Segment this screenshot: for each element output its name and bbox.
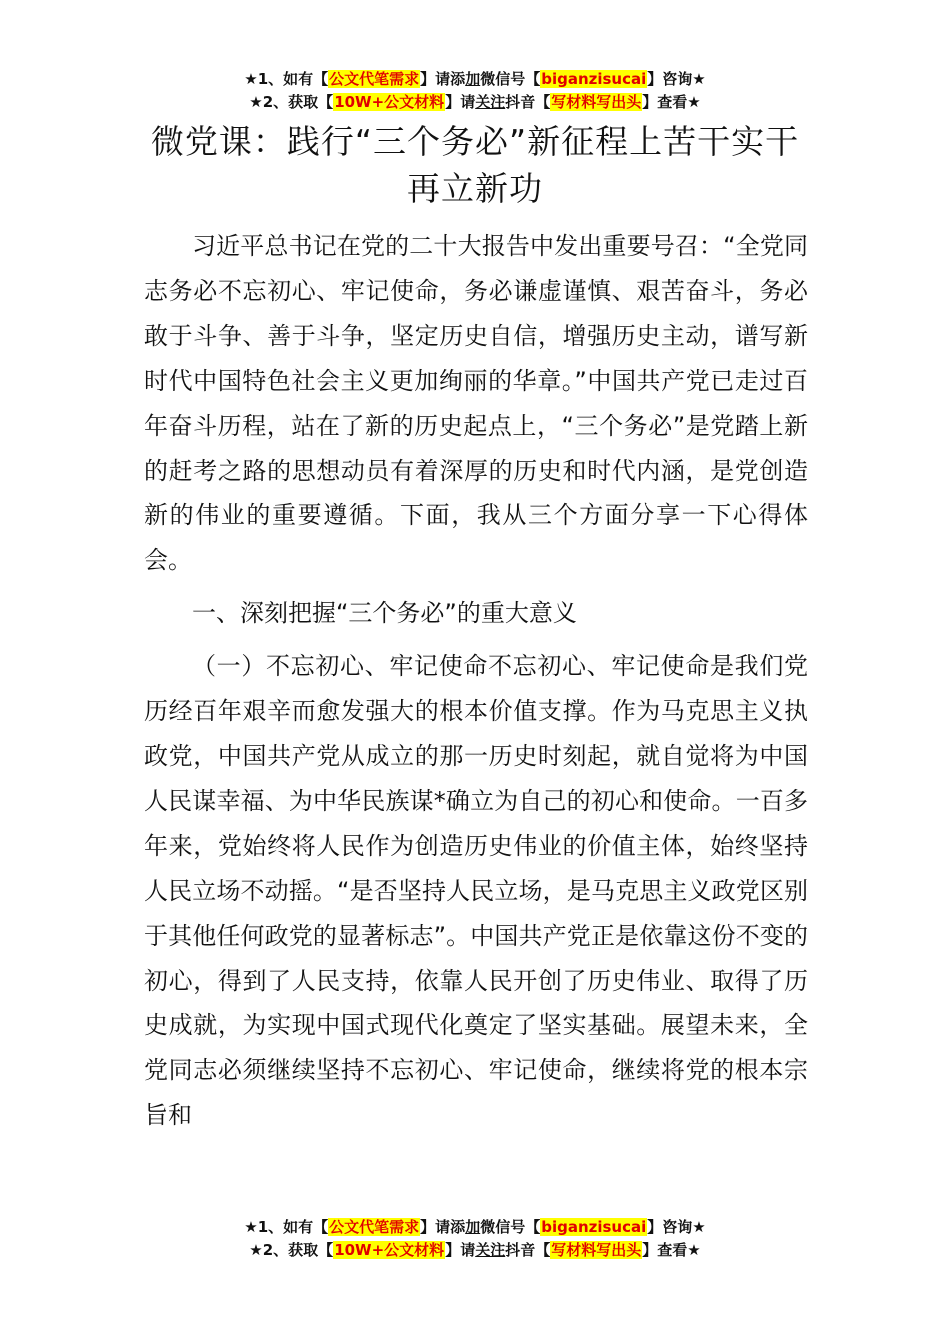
banner-text: 微信号【 [480, 70, 541, 88]
banner-text: 】请添 [420, 1218, 466, 1236]
banner-highlight: 10W+公文材料 [334, 93, 445, 111]
banner-text: ★1、如有【 [244, 70, 329, 88]
banner-highlight: 写材料写出头 [551, 93, 642, 111]
banner-underline: 加 [465, 1218, 481, 1236]
banner-text: 】查看★ [642, 1241, 701, 1259]
banner-text: 】咨询★ [647, 1218, 706, 1236]
banner-text: 】请添 [420, 70, 466, 88]
document-body [144, 224, 808, 1138]
banner-text: ★1、如有【 [244, 1218, 329, 1236]
section-heading: 一、深刻把握“三个务必”的重大意义 [192, 599, 577, 628]
banner-text: ★2、获取【 [249, 1241, 334, 1259]
banner-underline: 关注 [475, 93, 506, 111]
banner-text: 微信号【 [480, 1218, 541, 1236]
banner-text: 】咨询★ [647, 70, 706, 88]
banner-underline: 关注 [475, 1241, 506, 1259]
banner-underline: 加 [465, 70, 481, 88]
banner-text: 】请 [445, 1241, 476, 1259]
banner-line-1 [0, 68, 950, 91]
footer-banner [0, 1216, 950, 1262]
banner-text: 】请 [445, 93, 476, 111]
banner-line-2 [0, 91, 950, 114]
banner-text: 抖音【 [505, 1241, 551, 1259]
banner-highlight: biganzisucai [541, 1218, 647, 1236]
banner-text: ★2、获取【 [249, 93, 334, 111]
banner-highlight: 写材料写出头 [551, 1241, 642, 1259]
banner-highlight: 10W+公文材料 [334, 1241, 445, 1259]
header-banner [0, 68, 950, 114]
banner-text: 】查看★ [642, 93, 701, 111]
paragraph-intro: 习近平总书记在党的二十大报告中发出重要号召：“全党同志务必不忘初心、牢记使命，务必谦虚谨慎、艰苦奋斗，务必敢于斗争、善于斗争，坚定历史自信，增强历史主动，谱写新时代中国特色社会主义更加绚丽的华章。”中国共产党已走过百年奋斗历程，站在了新的历史起点上，“三个务必”是党踏上新的赶考之路的思想动员有着深厚的历史和时代内涵，是党创造新的伟业的重要遵循。下面，我从三个方面分享一下心得体会。 [144, 232, 808, 575]
banner-text: 抖音【 [505, 93, 551, 111]
banner-highlight: 公文代笔需求 [329, 1218, 420, 1236]
banner-highlight: biganzisucai [541, 70, 647, 88]
banner-line-1 [0, 1216, 950, 1239]
document-title: 微党课：践行“三个务必”新征程上苦干实干再立新功 [150, 122, 800, 208]
banner-line-2 [0, 1239, 950, 1262]
paragraph-section-1-1: （一）不忘初心、牢记使命不忘初心、牢记使命是我们党历经百年艰辛而愈发强大的根本价值支撑。作为马克思主义执政党，中国共产党从成立的那一历史时刻起，就自觉将为中国人民谋幸福、为中华民族谋*确立为自己的初心和使命。一百多年来，党始终将人民作为创造历史伟业的价值主体，始终坚持人民立场不动摇。“是否坚持人民立场，是马克思主义政党区别于其他任何政党的显著标志”。中国共产党正是依靠这份不变的初心，得到了人民支持，依靠人民开创了历史伟业、取得了历史成就，为实现中国式现代化奠定了坚实基础。展望未来，全党同志必须继续坚持不忘初心、牢记使命，继续将党的根本宗旨和 [144, 652, 808, 1130]
banner-highlight: 公文代笔需求 [329, 70, 420, 88]
